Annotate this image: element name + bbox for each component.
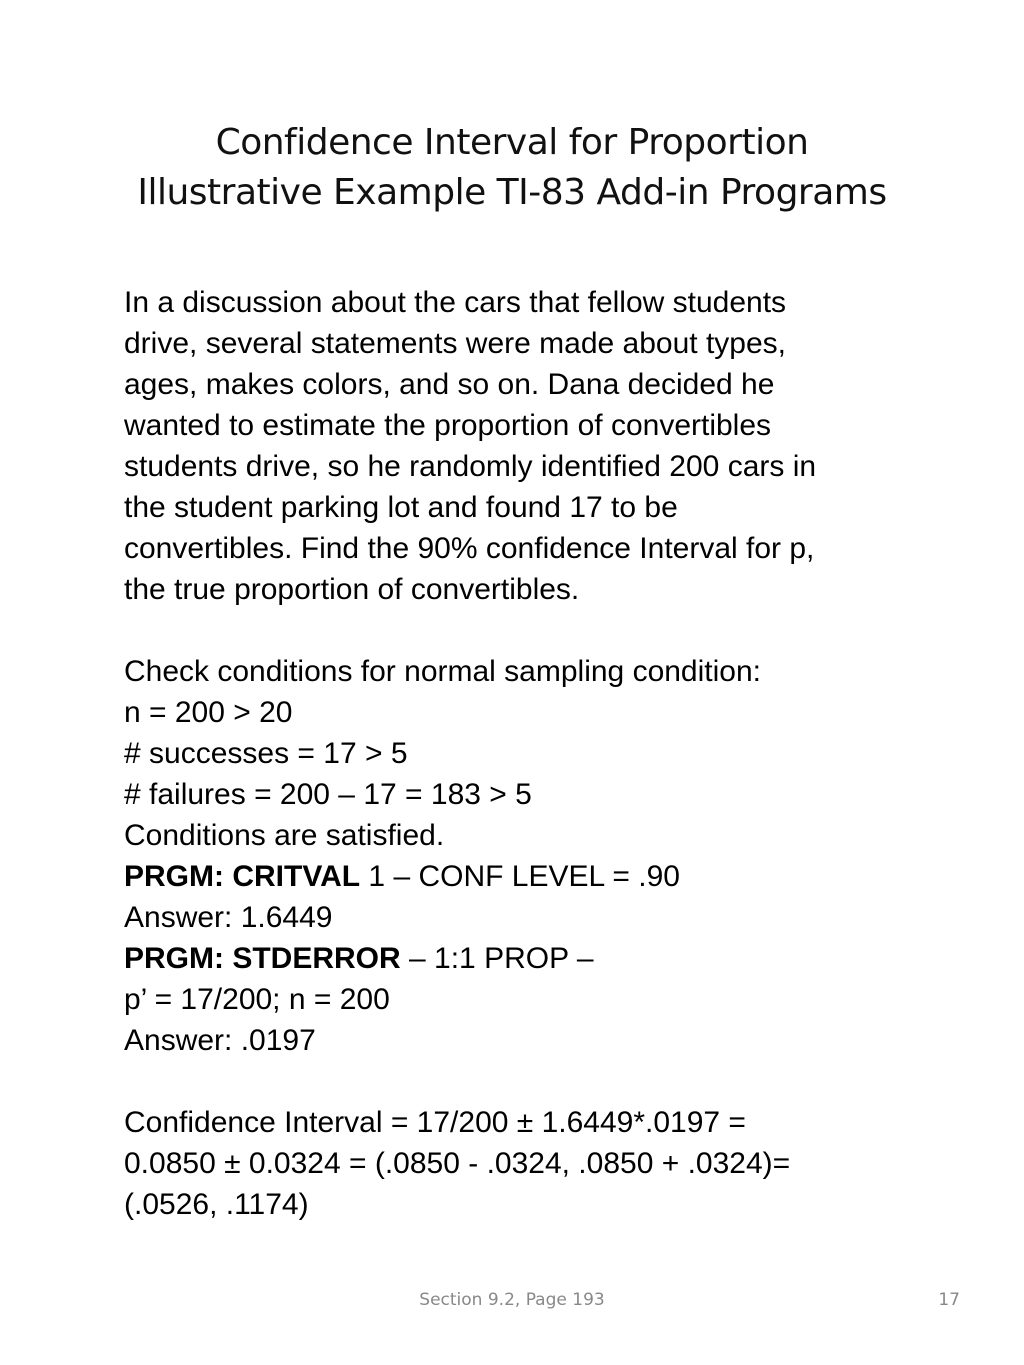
problem-line: drive, several statements were made about types, [124,327,786,360]
critval-text: 1 – CONF LEVEL = .90 [360,860,680,893]
interval-line-1: Confidence Interval = 17/200 ± 1.6449*.0197 = [124,1106,746,1139]
slide-body [124,282,944,1225]
critval-answer: Answer: 1.6449 [124,901,333,934]
stderror-label: PRGM: STDERROR [124,942,401,975]
problem-line: the true proportion of convertibles. [124,573,580,606]
interval-line-3: (.0526, .1174) [124,1188,309,1221]
problem-line: convertibles. Find the 90% confidence Interval for p, [124,532,815,565]
conditions-heading: Check conditions for normal sampling condition: [124,655,761,688]
conditions-satisfied: Conditions are satisfied. [124,819,445,852]
blank-line [124,610,944,651]
problem-line: In a discussion about the cars that fellow students [124,286,787,319]
footer-source: Section 9.2, Page 193 [419,1290,605,1310]
condition-successes: # successes = 17 > 5 [124,737,408,770]
condition-failures: # failures = 200 – 17 = 183 > 5 [124,778,532,811]
slide-title [0,118,1024,218]
problem-statement [124,282,944,610]
page-number: 17 [938,1290,960,1310]
stderror-text: – 1:1 PROP – [400,942,594,975]
confidence-interval-result [124,1102,944,1225]
critval-step [124,856,944,938]
interval-line-2: 0.0850 ± 0.0324 = (.0850 - .0324, .0850 + .0324)= [124,1147,791,1180]
critval-label: PRGM: CRITVAL [124,860,361,893]
stderror-line [124,938,944,979]
stderror-step [124,938,944,1061]
title-line-1: Confidence Interval for Proportion [215,122,809,163]
condition-n: n = 200 > 20 [124,696,293,729]
title-line-2: Illustrative Example TI-83 Add-in Programs [137,172,887,213]
problem-line: wanted to estimate the proportion of convertibles [124,409,772,442]
critval-line [124,856,944,897]
problem-line: ages, makes colors, and so on. Dana decided he [124,368,775,401]
conditions-check [124,651,944,856]
blank-line [124,1061,944,1102]
stderror-answer: Answer: .0197 [124,1024,316,1057]
problem-line: the student parking lot and found 17 to be [124,491,678,524]
stderror-inputs: p’ = 17/200; n = 200 [124,983,390,1016]
problem-line: students drive, so he randomly identified 200 cars in [124,450,817,483]
